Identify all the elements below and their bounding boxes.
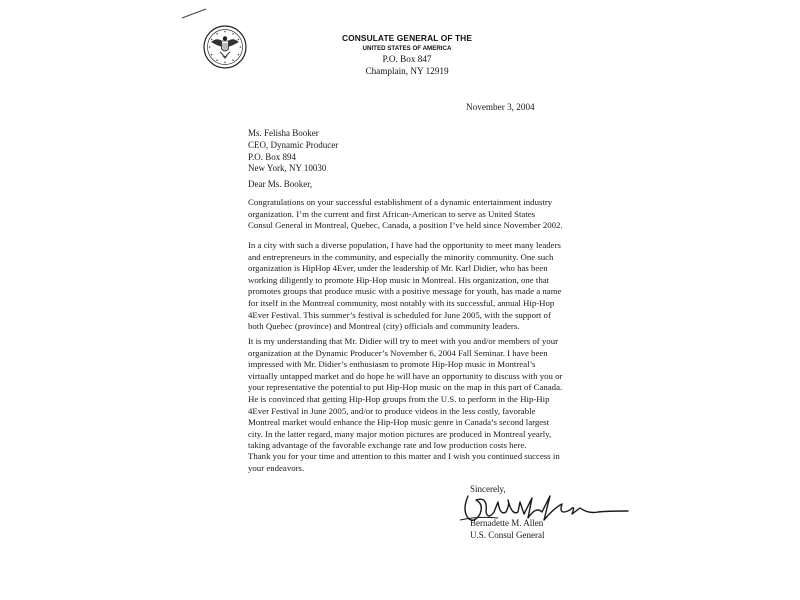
recipient-name: Ms. Felisha Booker [248,128,319,138]
paragraph-line: and entrepreneurs in the community, and especially the minority community. One such [248,251,554,262]
scan-mark [180,6,210,20]
signer-name: Bernadette M. Allen [470,518,544,528]
paragraph-line: taking advantage of the favorable exchange rate and low production costs here. [248,440,527,451]
paragraph-line: Montreal market would enhance the Hip-Hop music genre in Canada’s second largest [248,417,550,428]
paragraph-line: both Quebec (province) and Montreal (city) officials and community leaders. [248,321,520,332]
paragraph-2 [248,240,588,333]
paragraph-line: 4Ever Festival in June 2005, and/or to produce videos in the less costly, favorable [248,405,536,416]
paragraph-line: for itself in the Montreal community, most notably with its successful, annual Hip-Hop [248,297,555,308]
paragraph-line: virtually untapped market and do hope he will have an opportunity to discuss with you or [248,370,563,381]
letterhead-city: Champlain, NY 12919 [365,65,449,76]
paragraph-line: He is convinced that getting Hip-Hop groups from the U.S. to perform in the Hip-Hip [248,393,550,404]
paragraph-line: Consul General in Montreal, Quebec, Canada, a position I’ve held since November 2002. [248,220,563,231]
signer-title: U.S. Consul General [470,530,545,540]
paragraph-line: city. In the latter regard, many major motion pictures are produced in Montreal yearly, [248,428,552,439]
salutation: Dear Ms. Booker, [248,179,313,189]
letter-date: November 3, 2004 [466,102,535,112]
letterhead-po-box: P.O. Box 847 [382,54,432,64]
paragraph-1 [248,197,588,232]
great-seal-icon [203,25,247,69]
closing: Sincerely, [470,484,506,494]
letterhead [316,33,498,77]
paragraph-line: organization. I’m the current and first African-American to serve as United States [248,208,536,219]
paragraph-line: working diligently to promote Hip-Hop music in Montreal. His organization, one that [248,274,550,285]
recipient-po-box: P.O. Box 894 [248,151,297,162]
paragraph-line: It is my understanding that Mr. Didier will try to meet with you and/or members of your [248,336,559,346]
letterhead-subtitle: UNITED STATES OF AMERICA [362,45,452,52]
paragraph-line: 4Ever Festival. This summer’s festival is scheduled for June 2005, with the support of [248,309,551,320]
paragraph-line: organization is HipHop 4Ever, under the leadership of Mr. Karl Didier, who has been [248,263,548,274]
paragraph-line: In a city with such a diverse population, I have had the opportunity to meet many leaders [248,240,561,250]
paragraph-line: your representative the potential to put Hip-Hop music on the map in this part of Canada. [248,382,563,393]
paragraph-line: Thank you for your time and attention to this matter and I wish you continued success in [248,451,560,461]
paragraph-line: your endeavors. [248,462,305,473]
recipient-title: CEO, Dynamic Producer [248,139,339,150]
paragraph-4 [248,451,588,474]
paragraph-line: Congratulations on your successful establishment of a dynamic entertainment industry [248,197,553,207]
letterhead-title: CONSULATE GENERAL OF THE [341,33,473,43]
paragraph-line: impressed with Mr. Didier’s enthusiasm to promote Hip-Hop music in Montreal’s [248,359,536,370]
paragraph-3 [248,336,588,452]
recipient-address [248,128,338,175]
recipient-city: New York, NY 10030 [248,163,327,174]
signature-block [470,517,545,541]
paragraph-line: organization at the Dynamic Producer’s November 6, 2004 Fall Seminar. I have been [248,347,548,358]
paragraph-line: promotes groups that produce music with a positive message for youth, has made a name [248,286,562,297]
